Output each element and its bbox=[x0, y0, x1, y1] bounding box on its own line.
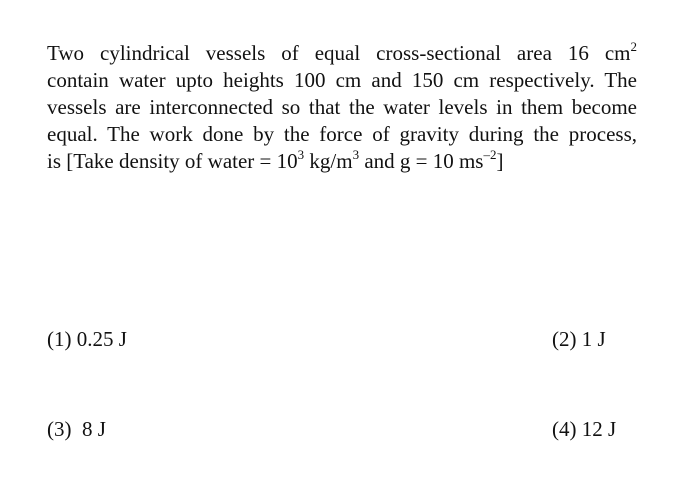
superscript: –2 bbox=[483, 147, 497, 162]
question-line-3: vessels are interconnected so that the water levels in them become bbox=[47, 95, 637, 119]
option-3[interactable] bbox=[47, 416, 106, 443]
option-value: 0.25 J bbox=[76, 327, 127, 351]
superscript: 3 bbox=[352, 147, 360, 162]
option-4[interactable] bbox=[552, 416, 616, 443]
option-value: 8 J bbox=[82, 417, 106, 441]
option-1[interactable] bbox=[47, 326, 127, 353]
option-number: (1) bbox=[47, 327, 72, 351]
option-number: (4) bbox=[552, 417, 577, 441]
superscript: 2 bbox=[630, 39, 637, 54]
option-number: (2) bbox=[552, 327, 577, 351]
question-line-2: contain water upto heights 100 cm and 150 cm respectively. The bbox=[47, 68, 637, 92]
option-value: 12 J bbox=[581, 417, 617, 441]
option-value: 1 J bbox=[581, 327, 606, 351]
question-text bbox=[47, 40, 637, 175]
option-number: (3) bbox=[47, 417, 72, 441]
question-line-5: is [Take density of water = $10^3$ $kg/m^3$ and g = 10 $ms^{-2}$] bbox=[47, 147, 504, 173]
question-line-1: Two cylindrical vessels of equal cross-sectional area 16 $cm^2$ bbox=[47, 39, 637, 65]
option-2[interactable] bbox=[552, 326, 606, 353]
question-line-4: equal. The work done by the force of gravity during the process, bbox=[47, 122, 637, 146]
superscript: 3 bbox=[297, 147, 305, 162]
